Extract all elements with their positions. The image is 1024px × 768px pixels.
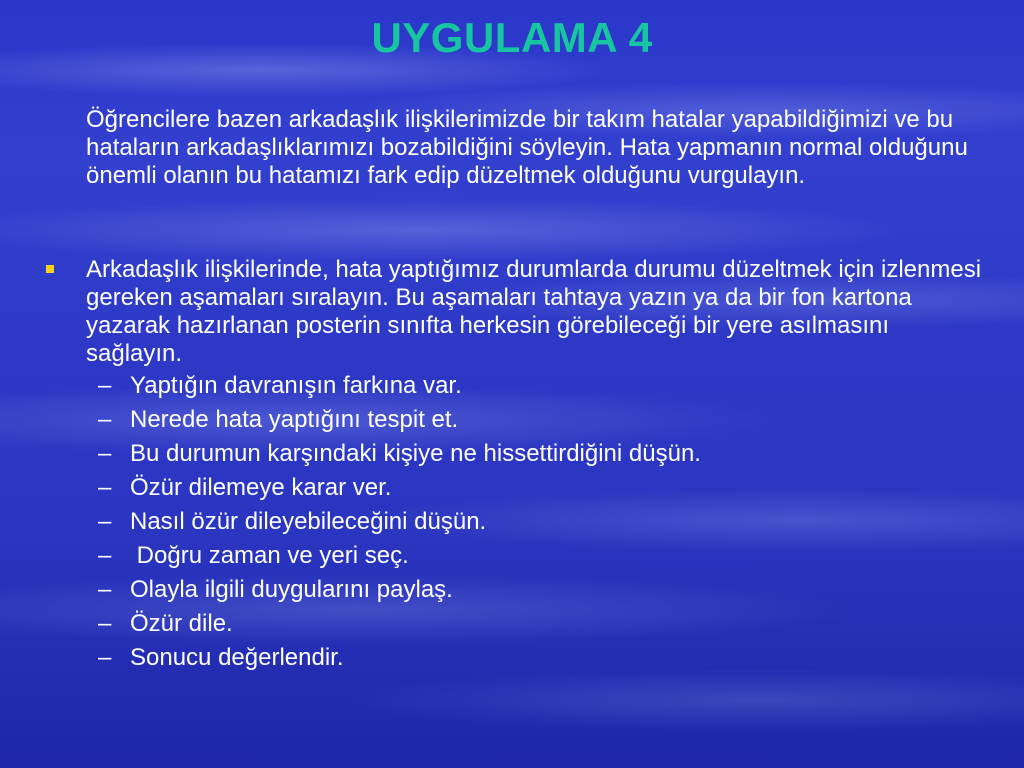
dash-bullet-icon: –: [98, 372, 112, 399]
step-text: Sonucu değerlendir.: [130, 644, 344, 671]
dash-bullet-icon: –: [98, 508, 112, 535]
main-bullet-text: Arkadaşlık ilişkilerinde, hata yaptığımız durumlarda durumu düzeltmek için izlenmesi gereken aşamaları sıralayın. Bu aşamaları tahtaya yazın ya da bir fon kartona yazarak hazırlanan posterin sınıfta herkesin görebileceği bir yere asılmasını sağlayın.: [86, 256, 982, 367]
step-text: Doğru zaman ve yeri seç.: [130, 542, 409, 569]
dash-bullet-icon: –: [98, 576, 112, 603]
step-text: Nasıl özür dileyebileceğini düşün.: [130, 508, 487, 535]
step-item: [98, 644, 701, 678]
dash-bullet-icon: –: [98, 644, 112, 671]
square-bullet-icon: [46, 265, 54, 273]
dash-bullet-icon: –: [98, 542, 112, 569]
slide-title: UYGULAMA 4: [371, 14, 653, 61]
main-bullet: [46, 256, 986, 368]
dash-bullet-icon: –: [98, 406, 112, 433]
dash-bullet-icon: –: [98, 440, 112, 467]
steps-list: [98, 372, 701, 678]
step-item: [98, 372, 701, 406]
step-item: [98, 576, 701, 610]
step-item: [98, 542, 701, 576]
step-item: [98, 508, 701, 542]
dash-bullet-icon: –: [98, 610, 112, 637]
intro-paragraph: Öğrencilere bazen arkadaşlık ilişkilerimizde bir takım hatalar yapabildiğimizi ve bu hataların arkadaşlıklarımızı bozabildiğini söyleyin. Hata yapmanın normal olduğunu önemli olanın bu hatamızı fark edip düzeltmek olduğunu vurgulayın.: [86, 106, 968, 189]
step-item: [98, 406, 701, 440]
step-text: Bu durumun karşındaki kişiye ne hissettirdiğini düşün.: [130, 440, 701, 467]
step-text: Yaptığın davranışın farkına var.: [130, 372, 462, 399]
step-text: Olayla ilgili duygularını paylaş.: [130, 576, 453, 603]
step-item: [98, 474, 701, 508]
step-text: Nerede hata yaptığını tespit et.: [130, 406, 459, 433]
step-text: Özür dile.: [130, 610, 233, 637]
step-item: [98, 440, 701, 474]
step-item: [98, 610, 701, 644]
dash-bullet-icon: –: [98, 474, 112, 501]
step-text: Özür dilemeye karar ver.: [130, 474, 392, 501]
